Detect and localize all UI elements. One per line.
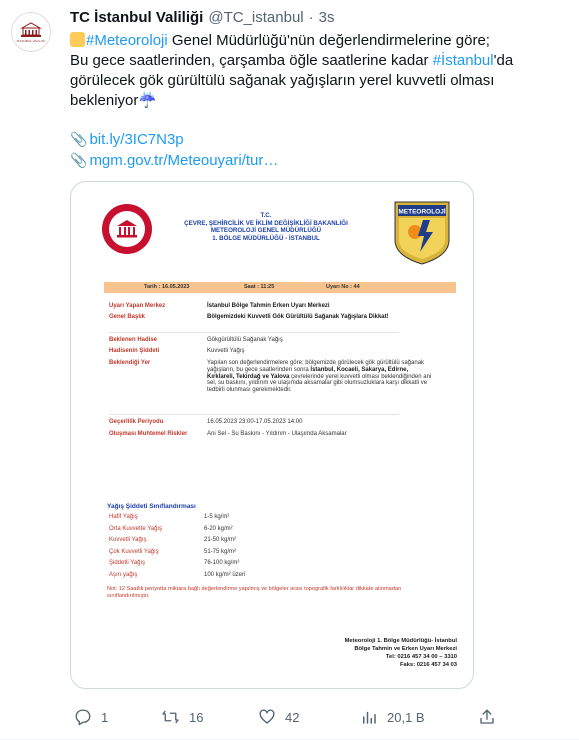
link-clip-icon: 📎 xyxy=(70,131,88,147)
divider xyxy=(109,332,399,333)
like-icon xyxy=(258,708,276,726)
text-line-3: görülecek gök gürültülü sağanak yağışların yerel kuvvetli olması xyxy=(70,72,495,89)
ministry-line-3: 1. BÖLGE MÜDÜRLÜĞÜ - İSTANBUL xyxy=(212,234,320,242)
scale-row: Aşırı yağış 100 kg/m² üzeri xyxy=(109,571,246,578)
text-line-2-post: 'da xyxy=(493,52,514,69)
link-clip-icon: 📎 xyxy=(70,152,88,168)
tweet-image[interactable] xyxy=(70,181,474,689)
divider xyxy=(109,414,399,415)
tweet-text xyxy=(70,31,540,111)
link-bitly[interactable]: bit.ly/3IC7N3p xyxy=(89,131,184,148)
ministry-line-2: METEOROLOJİ GENEL MÜDÜRLÜĞÜ xyxy=(210,227,322,234)
avatar-caption: İSTANBUL VALİLİĞİ xyxy=(16,38,46,43)
meteoroloji-badge-icon xyxy=(393,200,451,266)
yellow-square-emoji-icon xyxy=(70,32,85,47)
views-button[interactable] xyxy=(360,707,425,727)
svg-text:METEOROLOJİ: METEOROLOJİ xyxy=(398,208,446,216)
ministry-line-1: ÇEVRE, ŞEHİRCİLİK VE İKLİM DEĞİŞİKLİĞİ BAKANLIĞI xyxy=(184,219,348,227)
link-mgm[interactable]: mgm.gov.tr/Meteouyari/tur… xyxy=(89,152,279,169)
warning-document: T.C. ÇEVRE, ŞEHİRCİLİK VE İKLİM DEĞİŞİKLİĞİ BAKANLIĞI METEOROLOJİ GENEL MÜDÜRLÜĞÜ 1. BÖLGE MÜDÜRLÜĞÜ - İSTANBUL METEOROLOJİ Tarih : 16.05.2023 Saat : 11:25 Uyarı No : 44 Uyarı Yapan Merkez İstanbul Bölge Tahmin Erken Uyarı Merkezi Genel Başlık Bölgemizdeki Kuvvetli Gök Gürültülü Sağanak Yağışlara Dikkat! Beklenen Hadise Gökgürültülü Sağanak Yağış Hadisenin Şiddeti Kuvvetli Yağış Beklendiği Yer Yapılan son değerlendirmelere göre; bölgemizde görülecek gök gürültülü sağanak yağışların, bu gece saatlerinden sonra İstanbul, Kocaeli, Sakarya, Edirne, Kırklareli, Tekirdağ ve Yalova çevrelerinde yerel kuvvetli olması beklendiğinden ani sel, su baskını, yıldırım ve ulaşımda aksamalar gibi olumsuzluklara karşı dikkatli ve tedbirli olunması gerekmektedir. Geçerlilik Periyodu 16.05.2023 23:00-17.05.2023 14:00 Oluşması Muhtemel Riskler Ani Sel - Su Baskını - Yıldırım - Ulaşımda Aksamalar Yağış Şiddeti Sınıflandırması Hafif Yağış 1-5 kg/m² Orta Kuvvette Yağış 6-20 kg/m² Kuvvetli Yağış 21-50 kg/m² Çok Kuvvetli Yağış 51-75 kg/m² Şiddetli Yağış 76-100 kg/m² Aşırı yağış 100 kg/m² üzeri Not: 12 Saatlik periyotta miktara bağlı değerlendirme yapılmış ve bölgeler arası topografik farklılıklar dikkate alınmadan sınıflandırılmıştır. Meteoroloji 1. Bölge Müdürlüğü- İstanbul Bölge Tahmin ve Erken Uyarı Merkezi Tel: 0216 457 34 00 – 3310 Faks: 0216 457 34 03 xyxy=(71,182,474,689)
separator: · xyxy=(308,9,314,26)
scale-note: Not: 12 Saatlik periyotta miktara bağlı değerlendirme yapılmış ve bölgeler arası topografik farklılıklar dikkate alınmadan sınıflandırılmıştır. xyxy=(107,586,402,599)
reply-count: 1 xyxy=(101,709,109,725)
views-icon xyxy=(360,708,378,726)
hashtag-meteoroloji[interactable]: #Meteoroloji xyxy=(86,32,168,49)
signature-block: Meteoroloji 1. Bölge Müdürlüğü- İstanbul Bölge Tahmin ve Erken Uyarı Merkezi Tel: 0216 457 34 00 – 3310 Faks: 0216 457 34 03 xyxy=(344,638,457,668)
doc-hour: Saat : 11:25 xyxy=(244,284,275,290)
text-line-4: bekleniyor☔ xyxy=(70,92,158,109)
ministry-seal-icon xyxy=(102,204,152,254)
share-button[interactable] xyxy=(478,707,496,727)
author-handle[interactable]: @TC_istanbul xyxy=(208,9,304,26)
tweet-actions xyxy=(70,707,510,727)
author-name[interactable]: TC İstanbul Valiliği xyxy=(70,9,204,26)
ministry-heading xyxy=(171,212,361,242)
retweet-count: 16 xyxy=(189,709,204,725)
governorship-logo-icon xyxy=(20,22,42,38)
retweet-button[interactable] xyxy=(161,707,203,727)
text-line-1: Genel Müdürlüğü'nün değerlendirmelerine göre; xyxy=(167,32,490,49)
like-count: 42 xyxy=(285,709,300,725)
share-icon xyxy=(478,708,496,726)
retweet-icon xyxy=(161,708,180,726)
scale-row: Hafif Yağış 1-5 kg/m² xyxy=(109,514,230,520)
precipitation-scale xyxy=(109,514,349,583)
reply-icon xyxy=(74,708,92,726)
timestamp[interactable]: 3s xyxy=(318,9,335,26)
scale-row: Şiddetli Yağış 76-100 kg/m² xyxy=(109,560,240,566)
doc-date: Tarih : 16.05.2023 xyxy=(144,284,190,290)
views-count: 20,1 B xyxy=(387,709,425,725)
doc-warning-no: Uyarı No : 44 xyxy=(326,284,360,290)
like-button[interactable] xyxy=(258,707,299,727)
tweet-header xyxy=(70,9,334,26)
scale-row: Çok Kuvvetli Yağış 51-75 kg/m² xyxy=(109,548,237,555)
scale-row: Kuvvetli Yağış 21-50 kg/m² xyxy=(109,537,237,543)
ministry-tc: T.C. xyxy=(260,212,272,219)
hashtag-istanbul[interactable]: #İstanbul xyxy=(432,52,494,69)
tweet-links xyxy=(70,129,278,171)
text-line-2-pre: Bu gece saatlerinden, çarşamba öğle saatlerine kadar xyxy=(70,52,433,69)
scale-title: Yağış Şiddeti Sınıflandırması xyxy=(107,503,196,510)
reply-button[interactable] xyxy=(74,707,108,727)
date-bar xyxy=(104,282,456,293)
avatar[interactable] xyxy=(11,12,51,52)
scale-row: Orta Kuvvette Yağış 6-20 kg/m² xyxy=(109,525,233,532)
